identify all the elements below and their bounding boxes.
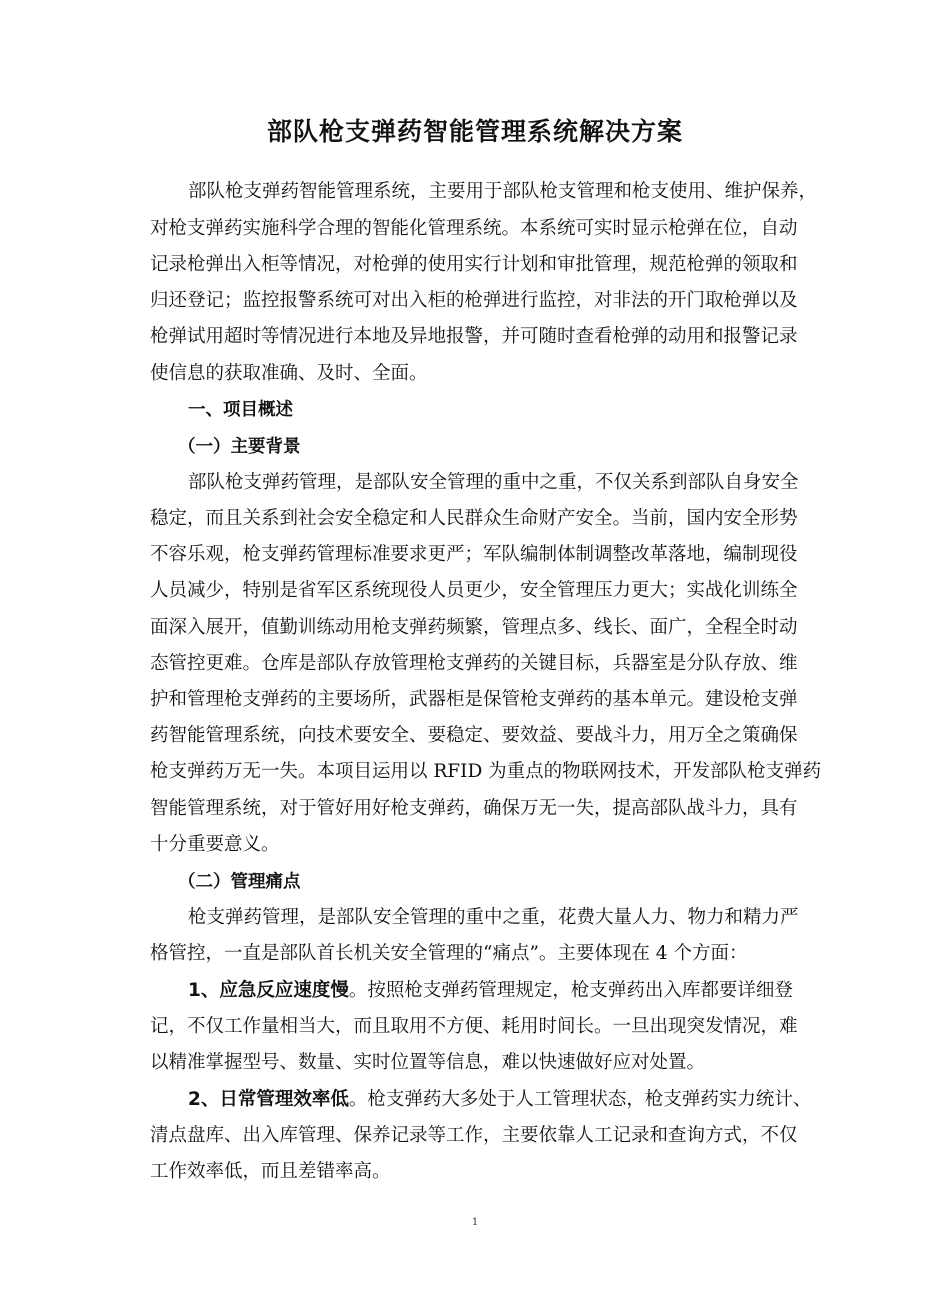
- point-1-text: 。按照枪支弹药管理规定，枪支弹药出入库都要详细登: [348, 980, 793, 1001]
- intro-line: 对枪支弹药实施科学合理的智能化管理系统。本系统可实时显示枪弹在位，自动: [150, 218, 798, 239]
- document-title: 部队枪支弹药智能管理系统解决方案: [266, 117, 683, 146]
- intro-line: 记录枪弹出入柜等情况，对枪弹的使用实行计划和审批管理，规范枪弹的领取和: [150, 254, 798, 275]
- point-2-text: 。枪支弹药大多处于人工管理状态，枪支弹药实力统计、: [348, 1089, 812, 1110]
- point-1-line: 以精准掌握型号、数量、实时位置等信息，难以快速做好应对处置。: [150, 1052, 706, 1073]
- background-line: 态管控更难。仓库是部队存放管理枪支弹药的关键目标，兵器室是分队存放、维: [150, 653, 798, 674]
- point-2-line: 清点盘库、出入库管理、保养记录等工作，主要依靠人工记录和查询方式，不仅: [150, 1125, 798, 1146]
- intro-line: 使信息的获取准确、及时、全面。: [150, 363, 428, 384]
- background-line: 部队枪支弹药管理，是部队安全管理的重中之重，不仅关系到部队自身安全: [188, 472, 799, 493]
- background-line: 枪支弹药万无一失。本项目运用以 RFID 为重点的物联网技术，开发部队枪支弹药: [150, 761, 822, 782]
- background-line: 人员减少，特别是省军区系统现役人员更少，安全管理压力更大；实战化训练全: [150, 580, 798, 601]
- subsection-heading: （二）管理痛点: [178, 872, 301, 892]
- background-line: 不容乐观，枪支弹药管理标准要求更严；军队编制体制调整改革落地，编制现役: [150, 544, 798, 565]
- subsection-heading: （一）主要背景: [178, 437, 301, 457]
- background-line: 智能管理系统，对于管好用好枪支弹药，确保万无一失，提高部队战斗力，具有: [150, 798, 798, 819]
- point-2-first-line: [188, 1088, 811, 1112]
- point-1-lead: 1、应急反应速度慢: [188, 980, 349, 1001]
- intro-line: 部队枪支弹药智能管理系统，主要用于部队枪支管理和枪支使用、维护保养，: [188, 181, 818, 202]
- intro-line: 归还登记；监控报警系统可对出入柜的枪弹进行监控，对非法的开门取枪弹以及: [150, 290, 798, 311]
- background-line: 护和管理枪支弹药的主要场所，武器柜是保管枪支弹药的基本单元。建设枪支弹: [150, 689, 798, 710]
- background-line: 药智能管理系统，向技术要安全、要稳定、要效益、要战斗力，用万全之策确保: [150, 725, 798, 746]
- pain-intro-line: 枪支弹药管理，是部队安全管理的重中之重，花费大量人力、物力和精力严: [188, 907, 799, 928]
- point-1-line: 记，不仅工作量相当大，而且取用不方便、耗用时间长。一旦出现突发情况，难: [150, 1016, 798, 1037]
- section-heading: 一、项目概述: [188, 400, 293, 420]
- point-2-line: 工作效率低，而且差错率高。: [150, 1161, 391, 1182]
- background-line: 稳定，而且关系到社会安全稳定和人民群众生命财产安全。当前，国内安全形势: [150, 508, 798, 529]
- pain-intro-line: 格管控，一直是部队首长机关安全管理的“痛点”。主要体现在 4 个方面：: [150, 943, 748, 964]
- page-number: 1: [471, 1217, 479, 1228]
- point-2-lead: 2、日常管理效率低: [188, 1089, 349, 1110]
- background-line: 十分重要意义。: [150, 834, 280, 855]
- background-line: 面深入展开，值勤训练动用枪支弹药频繁，管理点多、线长、面广，全程全时动: [150, 617, 798, 638]
- intro-line: 枪弹试用超时等情况进行本地及异地报警，并可随时查看枪弹的动用和报警记录: [150, 326, 798, 347]
- point-1-first-line: [188, 979, 793, 1003]
